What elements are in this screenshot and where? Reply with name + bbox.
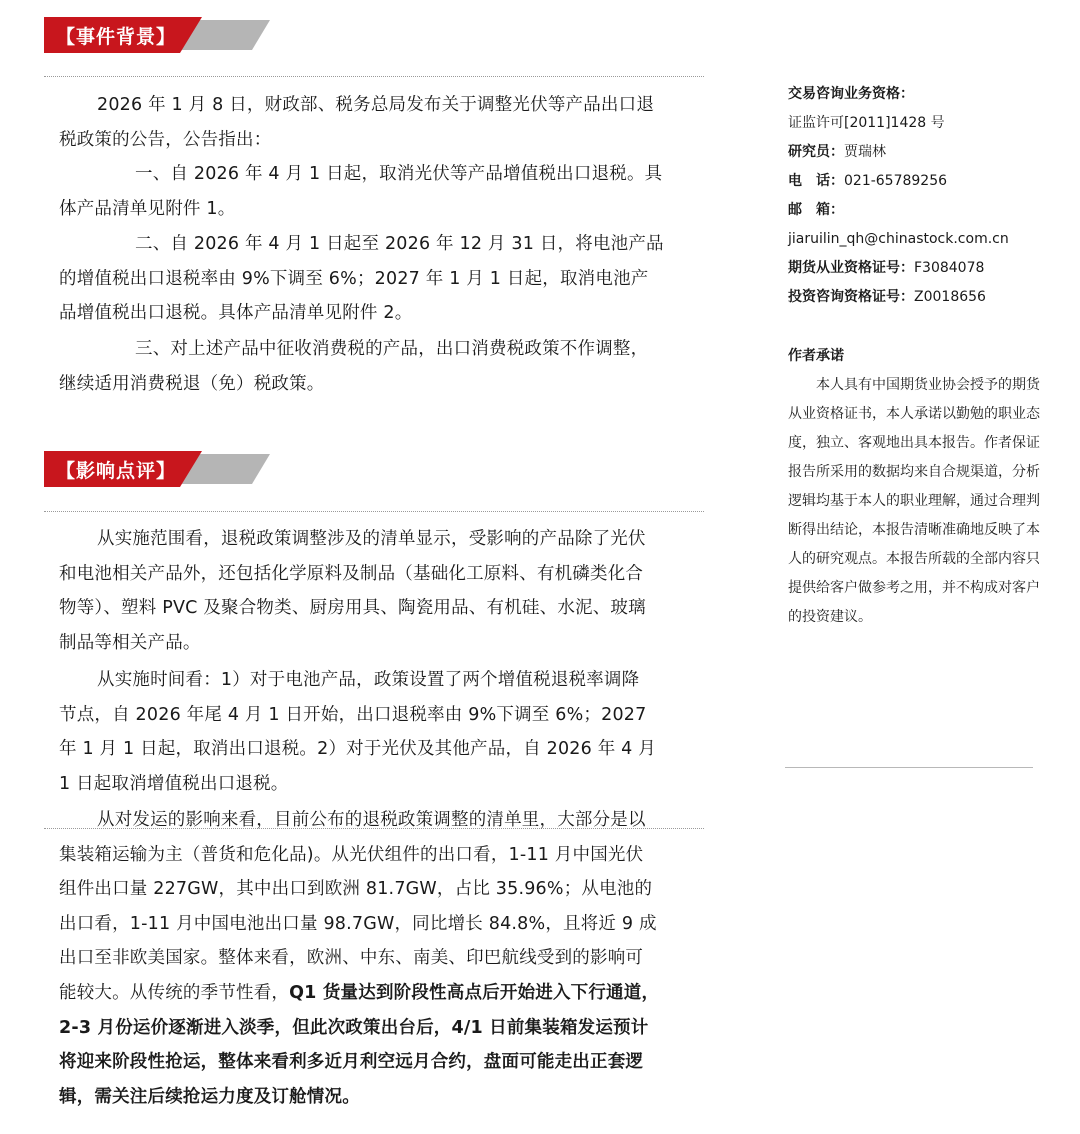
phone: 电 话：021-65789256 (788, 173, 948, 189)
impact-paragraph-1: 从实施范围看，退税政策调整涉及的清单显示，受影响的产品除了光伏 和电池相关产品外，还包括化学原料及制品（基础化工原料、有机磷类化合 物等）、塑料 PVC 及聚合物类、厨房用具、陶瓷用品、有机硅、水泥、玻璃 制品等相关产品。 (59, 529, 646, 653)
impact-bold-text: Q1 货量达到阶段性高点后开始进入下行通道， (289, 982, 660, 1003)
author-sidebar (788, 80, 1050, 632)
impact-bold-text: 辑，需关注后续抢运力度及订舱情况。 (59, 1086, 360, 1107)
divider (44, 76, 704, 77)
sidebar-divider (785, 767, 1033, 768)
background-paragraph-4: 三、对上述产品中征收消费税的产品，出口消费税政策不作调整， 继续适用消费税退（免）税政策。 (59, 339, 649, 394)
pledge-title: 作者承诺 (788, 348, 844, 364)
section-tag-impact (44, 451, 274, 487)
qualification-label: 交易咨询业务资格： (788, 86, 914, 102)
section-title-background: 【事件背景】 (56, 26, 177, 48)
impact-bold-text: 将迎来阶段性抢运，整体来看利多近月利空远月合约，盘面可能走出正套逻 (59, 1052, 644, 1073)
email-label: 邮 箱： (788, 202, 844, 218)
email-value: jiaruilin_qh@chinastock.com.cn (788, 231, 1009, 247)
impact-bold-text: 2-3 月份运价逐渐进入淡季，但此次政策出台后，4/1 日前集装箱发运预计 (59, 1017, 649, 1038)
researcher: 研究员：贾瑞林 (788, 144, 886, 160)
section-tag-background (44, 17, 274, 53)
impact-plain-text: 能较大。从传统的季节性看， (59, 982, 290, 1003)
section-title-impact: 【影响点评】 (56, 460, 177, 482)
divider (44, 511, 704, 512)
qualification-value: 证监许可[2011]1428 号 (788, 115, 945, 131)
background-paragraph-1: 2026 年 1 月 8 日，财政部、税务总局发布关于调整光伏等产品出口退 税政策的公告，公告指出： (59, 95, 655, 150)
impact-paragraph-2: 从实施时间看：1）对于电池产品，政策设置了两个增值税退税率调降 节点，自 2026 年尾 4 月 1 日开始，出口退税率由 9%下调至 6%；2027 年 1 月 1 日起，取消出口退税。2）对于光伏及其他产品，自 2026 年 4 月 1 日起取消增值税出口退税。 (59, 670, 656, 794)
impact-paragraph-3: 从对发运的影响来看，目前公布的退税政策调整的清单里，大部分是以 集装箱运输为主（普货和危化品)。从光伏组件的出口看，1-11 月中国光伏 组件出口量 227GW，其中出口到欧洲 81.7GW，占比 35.96%；从电池的 出口看，1-11 月中国电池出口量 98.7GW，同比增长 84.8%，且将近 9 成 出口至非欧美国家。整体来看，欧洲、中东、南美、印巴航线受到的影响可 能较大。从传统的季节性看，Q1 货量达到阶段性高点后开始进入下行通道， 2-3 月份运价逐渐进入淡季，但此次政策出台后，4/1 日前集装箱发运预计 将迎来阶段性抢运，整体来看利多近月利空远月合约，盘面可能走出正套逻 辑，需关注后续抢运力度及订舱情况。 (59, 810, 660, 1107)
background-paragraph-3: 二、自 2026 年 4 月 1 日起至 2026 年 12 月 31 日，将电池产品 的增值税出口退税率由 9%下调至 6%；2027 年 1 月 1 日起，取消电池产 品增值税出口退税。具体产品清单见附件 2。 (59, 234, 664, 324)
pledge-text: 本人具有中国期货业协会授予的期货从业资格证书，本人承诺以勤勉的职业态度，独立、客观地出具本报告。作者保证报告所采用的数据均来自合规渠道，分析逻辑均基于本人的职业理解，通过合理判断得出结论，本报告清晰准确地反映了本人的研究观点。本报告所载的全部内容只提供给客户做参考之用，并不构成对客户的投资建议。 (788, 377, 1040, 625)
investment-license: 投资咨询资格证号：Z0018656 (788, 289, 986, 305)
background-paragraph-2: 一、自 2026 年 4 月 1 日起，取消光伏等产品增值税出口退税。具 体产品清单见附件 1。 (59, 164, 663, 219)
futures-license: 期货从业资格证号：F3084078 (788, 260, 985, 276)
